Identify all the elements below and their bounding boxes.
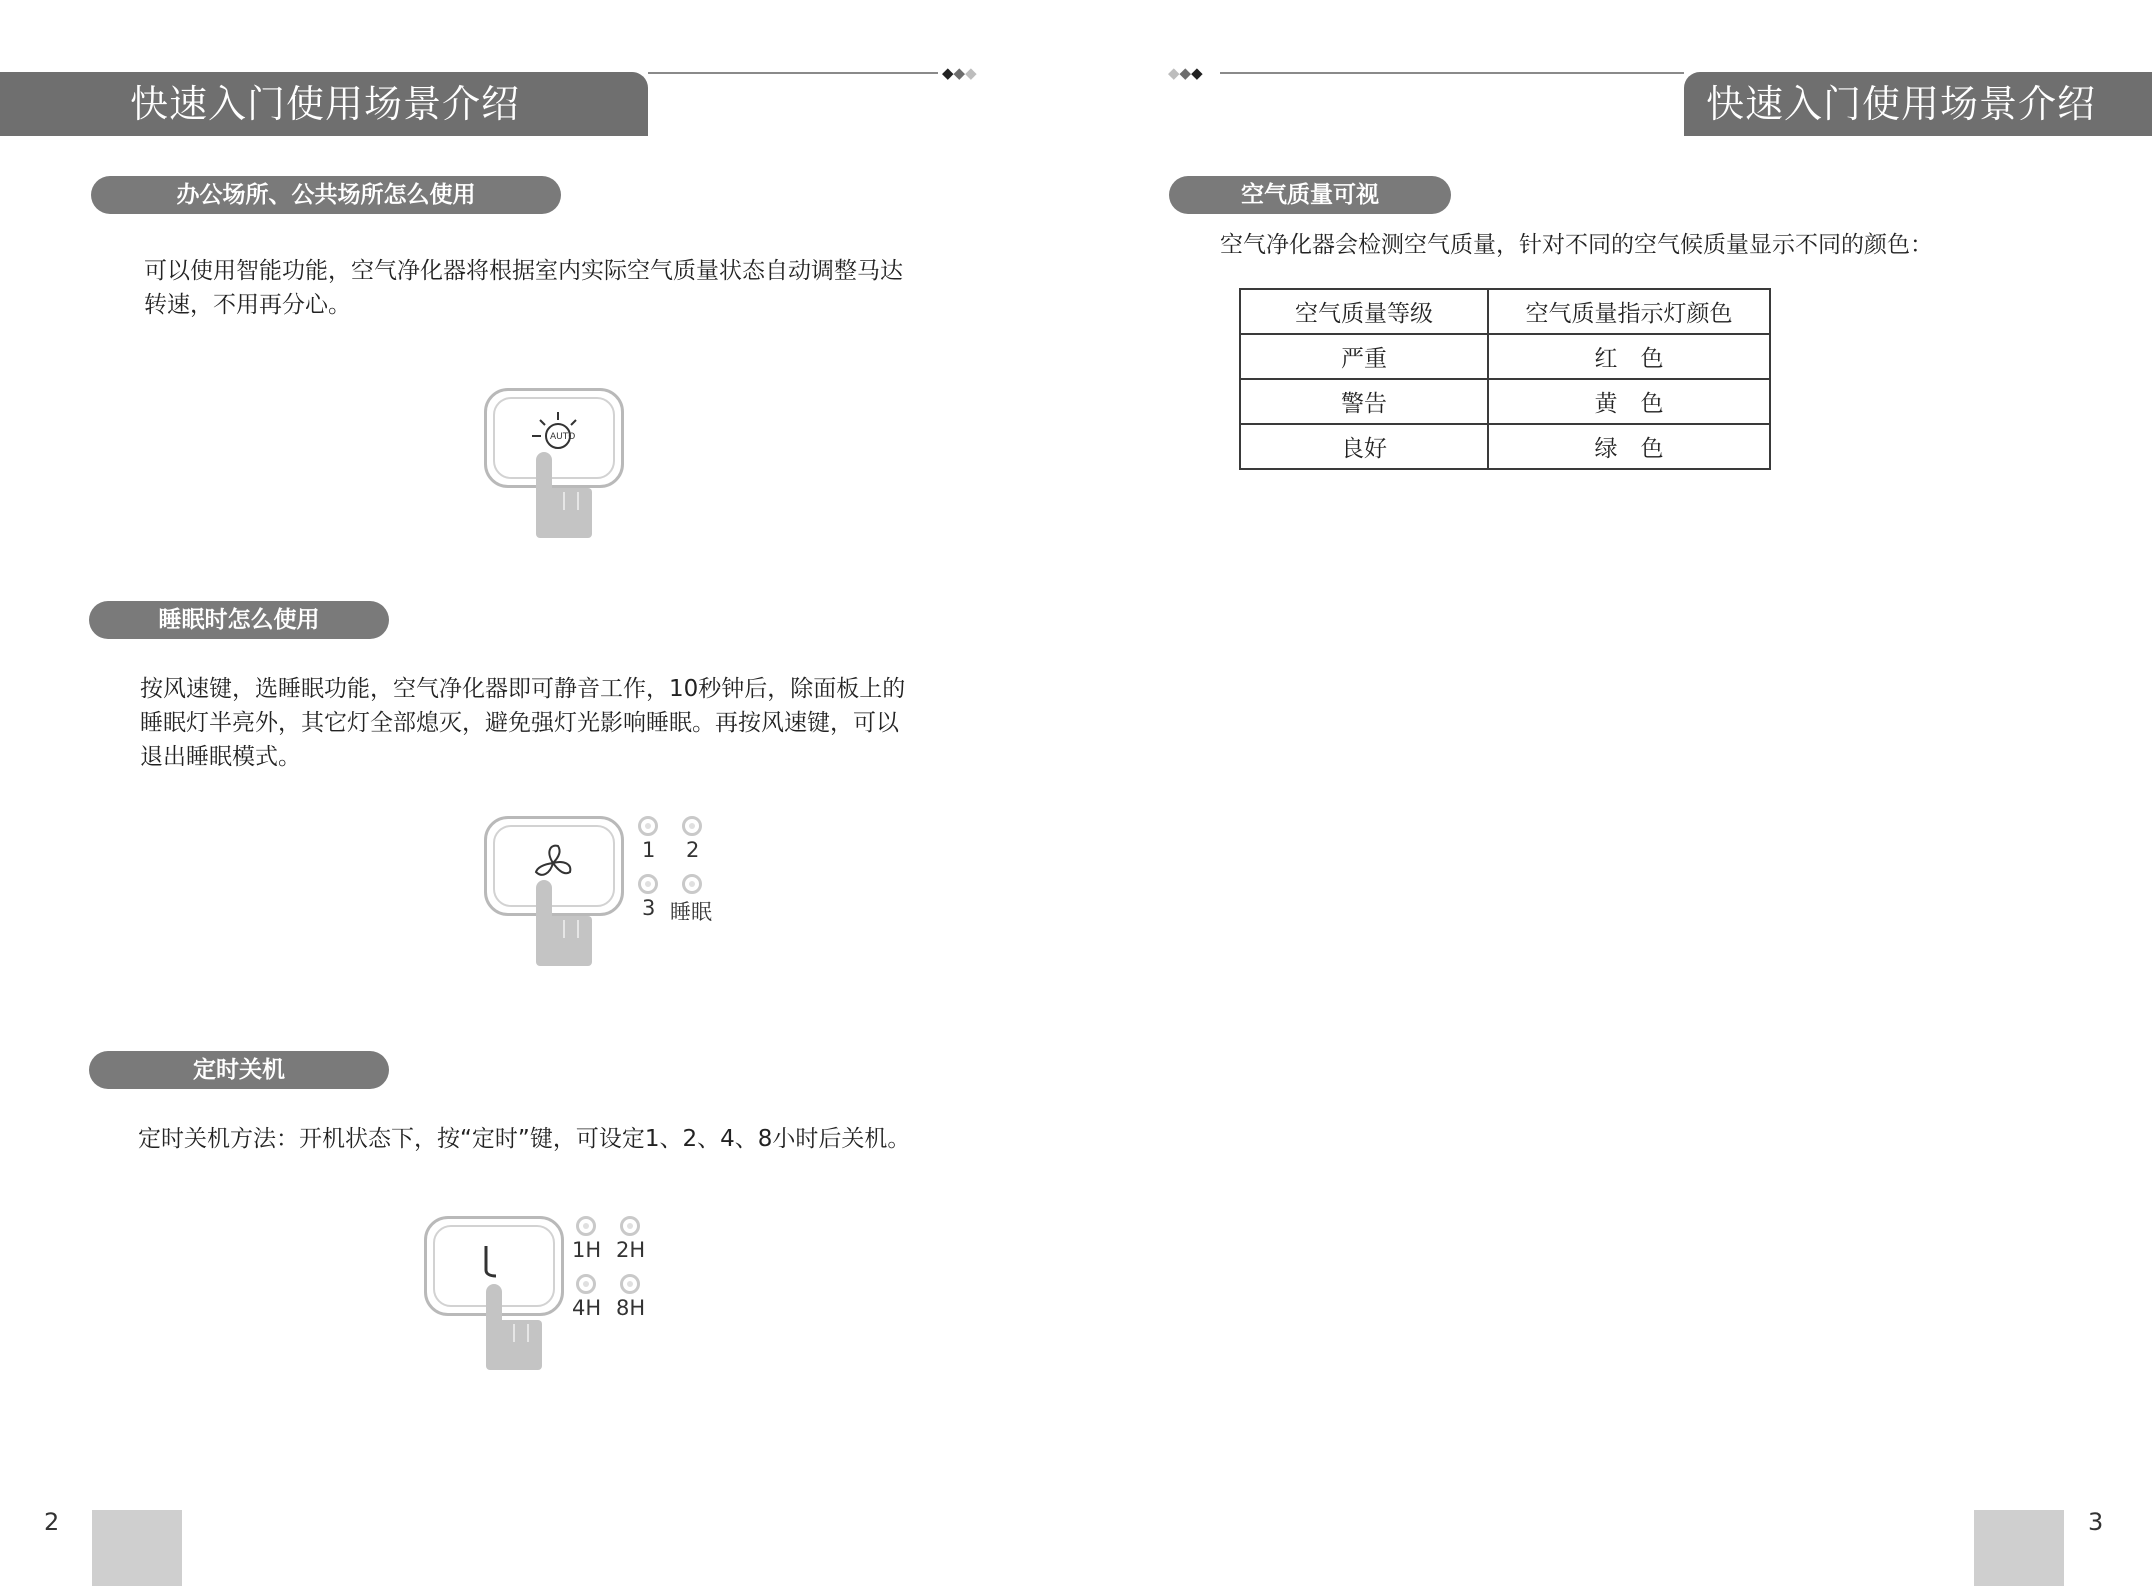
auto-button-illustration — [484, 388, 624, 538]
left-header-title: 快速入门使用场景介绍 — [130, 82, 521, 126]
indicator-led — [638, 816, 658, 836]
indicator-label: 2 — [686, 838, 700, 862]
table-cell: 严重 — [1240, 334, 1488, 379]
table-cell: 黄 色 — [1488, 379, 1770, 424]
indicator-label: 1 — [642, 838, 656, 862]
right-header-banner — [1684, 72, 2152, 136]
indicator-led — [576, 1216, 596, 1236]
page-number-left: 2 — [44, 1508, 60, 1536]
table-row — [1240, 379, 1770, 424]
svg-text:AUTO: AUTO — [550, 432, 576, 442]
table-row — [1240, 424, 1770, 469]
section-heading-timer: 定时关机 — [89, 1051, 389, 1089]
page-tab-right — [1974, 1510, 2064, 1586]
table-row — [1240, 334, 1770, 379]
right-header-title: 快速入门使用场景介绍 — [1705, 82, 2096, 126]
air-quality-intro: 空气净化器会检测空气质量，针对不同的空气候质量显示不同的颜色： — [1220, 232, 1933, 258]
timer-button-illustration — [424, 1216, 664, 1370]
indicator-led — [682, 874, 702, 894]
indicator-led — [620, 1216, 640, 1236]
page-number-right: 3 — [2088, 1508, 2104, 1536]
section-text-office: 可以使用智能功能，空气净化器将根据室内实际空气质量状态自动调整马达 转速，不用再分心。 — [144, 258, 903, 318]
table-cell: 绿 色 — [1488, 424, 1770, 469]
indicator-led — [576, 1274, 596, 1294]
indicator-label: 1H — [572, 1238, 602, 1262]
indicator-led — [620, 1274, 640, 1294]
table-cell: 警告 — [1240, 379, 1488, 424]
table-header-cell: 空气质量指示灯颜色 — [1488, 289, 1770, 334]
left-header-banner — [0, 72, 648, 136]
indicator-label: 4H — [572, 1296, 602, 1320]
indicator-label: 8H — [616, 1296, 646, 1320]
table-cell: 良好 — [1240, 424, 1488, 469]
indicator-led — [638, 874, 658, 894]
table-header-row — [1240, 289, 1770, 334]
pointing-hand-icon — [482, 1284, 546, 1370]
section-heading-office: 办公场所、公共场所怎么使用 — [91, 176, 561, 214]
air-quality-table — [1239, 288, 1771, 470]
header-rule — [648, 72, 938, 74]
page-tab-left — [92, 1510, 182, 1586]
timer-icon — [480, 1242, 504, 1282]
pointing-hand-icon — [532, 880, 596, 966]
diamonds-ornament: ◆◆◆ — [942, 64, 977, 82]
indicator-label: 睡眠 — [670, 900, 712, 924]
section-text-timer: 定时关机方法：开机状态下，按“定时”键，可设定1、2、4、8小时后关机。 — [138, 1126, 911, 1152]
indicator-label: 3 — [642, 896, 656, 920]
section-text-sleep: 按风速键，选睡眠功能，空气净化器即可静音工作，10秒钟后，除面板上的 睡眠灯半亮外，其它灯全部熄灭，避免强灯光影响睡眠。再按风速键，可以 退出睡眠模式。 — [140, 676, 906, 770]
section-heading-sleep: 睡眠时怎么使用 — [89, 601, 389, 639]
header-rule — [1220, 72, 1684, 74]
table-header-cell: 空气质量等级 — [1240, 289, 1488, 334]
indicator-label: 2H — [616, 1238, 646, 1262]
fan-button-illustration — [484, 816, 724, 966]
pointing-hand-icon — [532, 452, 596, 538]
table-cell: 红 色 — [1488, 334, 1770, 379]
section-heading-air-quality: 空气质量可视 — [1169, 176, 1451, 214]
indicator-led — [682, 816, 702, 836]
diamonds-ornament: ◆◆◆ — [1168, 64, 1203, 82]
